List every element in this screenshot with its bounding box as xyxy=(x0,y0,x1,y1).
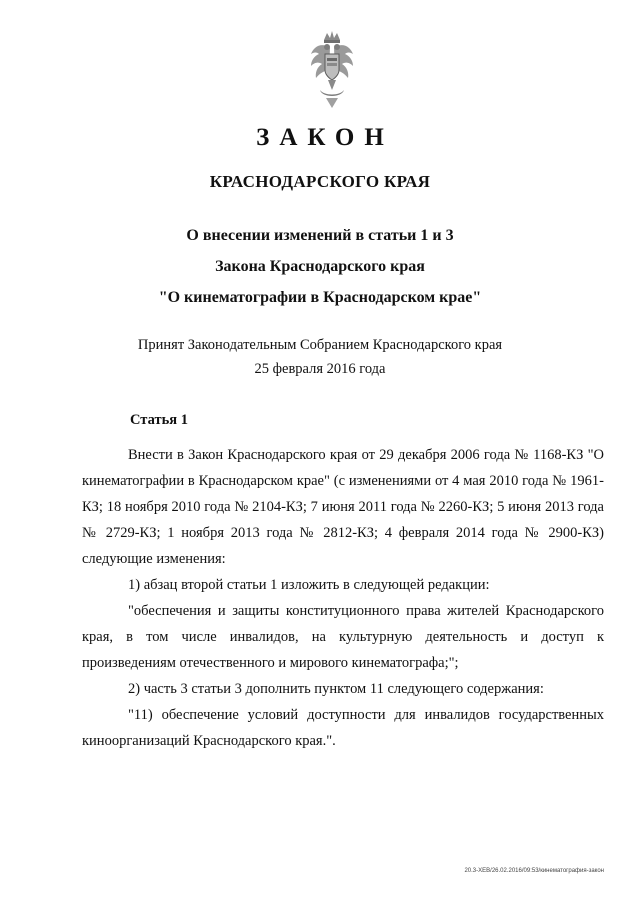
law-title: ЗАКОН xyxy=(256,124,394,151)
law-subject xyxy=(0,226,640,319)
paragraph: Внести в Закон Краснодарского края от 29 декабря 2006 года № 1168-КЗ "О кинематографии в Краснодарском крае" (с изменениями от 4 мая 2010 года № 1961-КЗ; 18 ноября 2010 года № 2104-КЗ; 7 июня 2011 года № 2260-КЗ; 5 июня 2013 года № 2729-КЗ; 1 ноября 2013 года № 2812-КЗ; 4 февраля 2014 года № 2900-КЗ) следующие изменения: xyxy=(82,447,604,567)
adoption-body: Принят Законодательным Собранием Краснодарского края xyxy=(137,337,503,353)
subject-line: "О кинематографии в Краснодарском крае" xyxy=(158,289,482,306)
file-stamp: 20.3-ХЕВ/26.02.2016/09:53/кинематография-закон xyxy=(464,868,604,874)
adoption-info xyxy=(0,336,640,384)
subject-line: О внесении изменений в статьи 1 и 3 xyxy=(186,227,454,244)
paragraph: 1) абзац второй статьи 1 изложить в следующей редакции: xyxy=(128,577,490,593)
coat-of-arms-icon xyxy=(308,30,356,110)
paragraph: "11) обеспечение условий доступности для инвалидов государственных киноорганизаций Краснодарского края.". xyxy=(82,707,604,749)
adoption-date: 25 февраля 2016 года xyxy=(254,361,386,377)
subject-line: Закона Краснодарского края xyxy=(215,258,425,275)
paragraph: "обеспечения и защиты конституционного права жителей Краснодарского края, в том числе инвалидов, на культурную деятельность и доступ к произведениям отечественного и мирового кинематографа;"; xyxy=(82,603,604,671)
paragraph: 2) часть 3 статьи 3 дополнить пунктом 11 следующего содержания: xyxy=(128,681,544,697)
region-title: КРАСНОДАРСКОГО КРАЯ xyxy=(209,172,431,191)
article-heading: Статья 1 xyxy=(130,412,188,428)
article-body xyxy=(82,442,604,754)
